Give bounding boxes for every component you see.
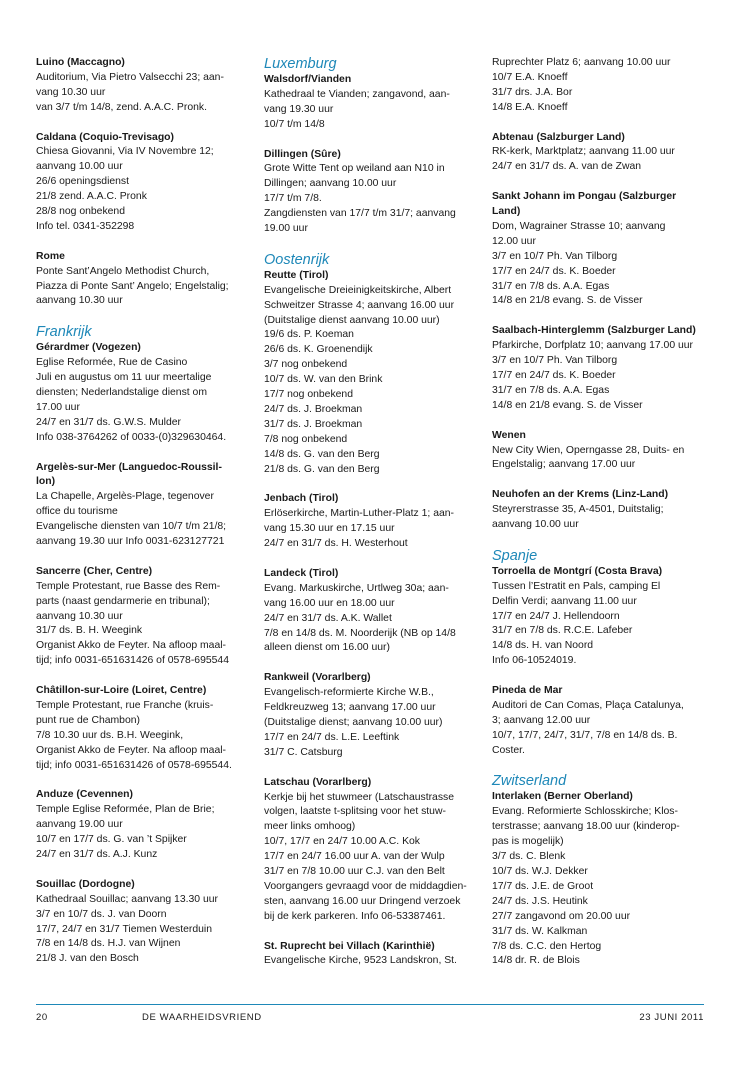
entry-detail-line: Dillingen; aanvang 10.00 uur xyxy=(264,178,397,190)
entry-location-title: Souillac (Dordogne) xyxy=(36,878,135,890)
entry-location-title: Rome xyxy=(36,250,65,262)
entry-detail-line: Dom, Wagrainer Strasse 10; aanvang xyxy=(492,220,666,232)
entry-detail-line: 19/6 ds. P. Koeman xyxy=(264,329,354,341)
entry-detail-line: Feldkreuzweg 13; aanvang 17.00 uur xyxy=(264,702,436,714)
entry-location-title-continued: Land) xyxy=(492,206,521,218)
entry-location-title: Sancerre (Cher, Centre) xyxy=(36,565,153,577)
entry-detail-line: Evangelische diensten van 10/7 t/m 21/8; xyxy=(36,521,227,533)
entry-detail-line: Zangdiensten van 17/7 t/m 31/7; aanvang xyxy=(264,208,456,220)
entry-detail-line: RK-kerk, Marktplatz; aanvang 11.00 uur xyxy=(492,146,675,158)
entry-detail-line: terstrasse; aanvang 18.00 uur (kinderop- xyxy=(492,821,680,833)
entry-detail-line: vang 16.00 uur en 18.00 uur xyxy=(264,597,395,609)
entry-detail-line: parts (naast gendarmerie en tribunal); xyxy=(36,595,210,607)
entry-detail-line: Info tel. 0341-352298 xyxy=(36,220,135,232)
entry-detail-line: 10/7 en 17/7 ds. G. van ’t Spijker xyxy=(36,834,187,846)
entry-detail-line: Ruprechter Platz 6; aanvang 10.00 uur xyxy=(492,57,671,68)
entry-detail-line: alleen dienst om 16.00 uur) xyxy=(264,642,390,654)
entry-detail-line: 17/7 en 24/7 J. Hellendoorn xyxy=(492,610,620,622)
entry-detail-line: bij de kerk parkeren. Info 06-53387461. xyxy=(264,910,446,922)
entry-detail-line: 24/7 ds. J. Broekman xyxy=(264,404,363,415)
entry-detail-line: Juli en augustus om 11 uur meertalige xyxy=(36,372,212,384)
entry-detail-line: aanvang 19.00 uur xyxy=(36,819,123,831)
entry-location-title: Gérardmer (Vogezen) xyxy=(36,342,141,354)
entry-detail-line: aanvang 10.00 uur xyxy=(492,519,579,531)
entry-detail-line: 3; aanvang 12.00 uur xyxy=(492,714,591,726)
service-entry xyxy=(36,250,250,310)
entry-detail-line: 31/7 drs. J.A. Bor xyxy=(492,86,573,98)
entry-detail-line: volgen, laatste t-splitsing voor het stuw- xyxy=(264,806,446,818)
column-1 xyxy=(36,56,250,982)
entry-detail-line: 12.00 uur xyxy=(492,235,536,247)
entry-detail-line: Evangelische Kirche, 9523 Landskron, St. xyxy=(264,955,457,967)
entry-detail-line: Coster. xyxy=(492,744,525,756)
entry-detail-line: Temple Protestant, rue Franche (kruis- xyxy=(36,699,214,711)
entry-detail-line: vang 19.30 uur xyxy=(264,103,334,115)
entry-detail-line: 10/7, 17/7 en 24/7 10.00 A.C. Kok xyxy=(264,836,420,848)
entry-location-title: Torroella de Montgrí (Costa Brava) xyxy=(492,565,663,577)
entry-detail-line: 24/7 en 31/7 ds. G.W.S. Mulder xyxy=(36,416,181,428)
entry-detail-line: 31/7 en 7/8 ds. R.C.E. Lafeber xyxy=(492,625,633,637)
entry-detail-line: 3/7 en 10/7 ds. J. van Doorn xyxy=(36,908,167,920)
service-entry xyxy=(264,73,476,133)
entry-location-title: Interlaken (Berner Oberland) xyxy=(492,791,633,803)
page-number: 20 xyxy=(36,1012,48,1023)
entry-location-title: Châtillon-sur-Loire (Loiret, Centre) xyxy=(36,685,207,697)
entry-detail-line: 3/7 ds. C. Blenk xyxy=(492,851,566,863)
entry-detail-line: Temple Eglise Reformée, Plan de Brie; xyxy=(36,804,215,816)
entry-detail-line: meer links omhoog) xyxy=(264,821,356,833)
entry-detail-line: tijd; info 0031-651631426 of 0578-695544. xyxy=(36,759,232,771)
entry-detail-line: Tussen l’Estratit en Pals, camping El xyxy=(492,580,661,592)
entry-location-title: Pineda de Mar xyxy=(492,685,563,697)
entry-location-title: Walsdorf/Vianden xyxy=(264,74,352,85)
service-entry xyxy=(264,148,476,237)
footer-rule xyxy=(36,1004,704,1005)
entry-detail-line: diensten; Nederlandstalige dienst om xyxy=(36,386,207,398)
service-entry xyxy=(492,684,704,759)
entry-detail-line: 28/8 nog onbekend xyxy=(36,206,125,218)
service-entry xyxy=(264,940,476,970)
entry-location-title-continued: lon) xyxy=(36,476,56,488)
country-heading: Luxemburg xyxy=(264,56,337,72)
entry-detail-line: 17/7 nog onbekend xyxy=(264,389,353,401)
entry-location-title: Reutte (Tirol) xyxy=(264,269,329,281)
entry-detail-line: 7/8 en 14/8 ds. M. Noorderijk (NB op 14/8 xyxy=(264,627,456,639)
entry-detail-line: vang 10.30 uur xyxy=(36,86,106,98)
entry-detail-line: 26/6 ds. K. Groenendijk xyxy=(264,344,373,356)
entry-detail-line: office du tourisme xyxy=(36,506,118,518)
entry-detail-line: Grote Witte Tent op weiland aan N10 in xyxy=(264,163,445,175)
entry-detail-line: 17/7 en 24/7 ds. K. Boeder xyxy=(492,369,616,381)
service-entry xyxy=(36,878,250,967)
entry-detail-line: Evangelisch-reformierte Kirche W.B., xyxy=(264,687,434,699)
service-entry xyxy=(492,790,704,969)
entry-detail-line: Kathedraal Souillac; aanvang 13.30 uur xyxy=(36,893,218,905)
entry-detail-line: Organist Akko de Feyter. Na afloop maal- xyxy=(36,640,227,652)
entry-detail-line: 31/7 ds. W. Kalkman xyxy=(492,925,588,937)
entry-detail-line: Chiesa Giovanni, Via IV Novembre 12; xyxy=(36,146,214,158)
entry-detail-line: punt rue de Chambon) xyxy=(36,714,140,726)
entry-detail-line: Temple Protestant, rue Basse des Rem- xyxy=(36,580,221,592)
entry-detail-line: 17/7 t/m 7/8. xyxy=(264,193,322,205)
entry-detail-line: 31/7 C. Catsburg xyxy=(264,746,343,758)
entry-detail-line: 31/7 en 7/8 10.00 uur C.J. van den Belt xyxy=(264,866,445,878)
service-entry xyxy=(492,488,704,533)
service-entry xyxy=(492,565,704,669)
entry-location-title: Latschau (Vorarlberg) xyxy=(264,776,372,788)
entry-detail-line: 17/7 en 24/7 16.00 uur A. van der Wulp xyxy=(264,851,445,863)
entry-detail-line: Kerkje bij het stuwmeer (Latschaustrasse xyxy=(264,791,454,803)
column-3 xyxy=(492,56,704,984)
service-entry xyxy=(264,776,476,925)
entry-detail-line: Delfin Verdi; aanvang 11.00 uur xyxy=(492,595,637,607)
entry-detail-line: (Duitstalige dienst; aanvang 10.00 uur) xyxy=(264,716,443,728)
entry-detail-line: 26/6 openingsdienst xyxy=(36,176,130,188)
entry-detail-line: aanvang 10.30 uur xyxy=(36,610,123,622)
entry-location-title: Jenbach (Tirol) xyxy=(264,493,339,505)
entry-detail-line: 21/8 zend. A.A.C. Pronk xyxy=(36,191,147,203)
entry-detail-line: Kathedraal te Vianden; zangavond, aan- xyxy=(264,88,450,100)
page-footer xyxy=(36,1004,704,1024)
entry-detail-line: 27/7 zangavond om 20.00 uur xyxy=(492,910,631,922)
entry-detail-line: 14/8 ds. G. van den Berg xyxy=(264,448,380,460)
entry-detail-line: 10/7 E.A. Knoeff xyxy=(492,71,568,83)
service-entry xyxy=(36,341,250,445)
entry-detail-line: 10/7 ds. W.J. Dekker xyxy=(492,866,588,877)
entry-detail-line: 31/7 en 7/8 ds. A.A. Egas xyxy=(492,280,610,292)
entry-detail-line: 10/7 t/m 14/8 xyxy=(264,118,325,130)
entry-detail-line: 17/7, 24/7 en 31/7 Tiemen Westerduin xyxy=(36,923,212,935)
entry-location-title: Landeck (Tirol) xyxy=(264,567,339,579)
service-entry xyxy=(264,269,476,478)
issue-date: 23 JUNI 2011 xyxy=(639,1012,704,1023)
entry-detail-line: Piazza di Ponte Sant’ Angelo; Engelstalig; xyxy=(36,280,229,292)
entry-detail-line: Evang. Reformierte Schlosskirche; Klos- xyxy=(492,806,678,818)
entry-location-title: Wenen xyxy=(492,429,526,441)
entry-location-title: Argelès-sur-Mer (Languedoc-Roussil- xyxy=(36,461,222,473)
entry-location-title: Neuhofen an der Krems (Linz-Land) xyxy=(492,489,669,501)
service-entry xyxy=(264,492,476,552)
entry-detail-line: 24/7 en 31/7 ds. H. Westerhout xyxy=(264,538,408,550)
entry-detail-line: 14/8 en 21/8 evang. S. de Visser xyxy=(492,399,643,411)
service-entry xyxy=(36,56,250,116)
entry-detail-line: Steyrerstrasse 35, A-4501, Duitstalig; xyxy=(492,504,664,516)
entry-detail-line: Pfarkirche, Dorfplatz 10; aanvang 17.00 uur xyxy=(492,340,694,352)
service-entry xyxy=(36,684,250,773)
column-2 xyxy=(264,56,476,984)
service-entry xyxy=(36,461,250,550)
entry-detail-line: 24/7 en 31/7 ds. A. van de Zwan xyxy=(492,161,642,173)
service-entry xyxy=(492,324,704,413)
entry-location-title: Caldana (Coquio-Trevisago) xyxy=(36,131,174,143)
entry-detail-line: Evang. Markuskirche, Urtlweg 30a; aan- xyxy=(264,582,449,594)
entry-detail-line: 14/8 ds. H. van Noord xyxy=(492,640,594,652)
entry-detail-line: Ponte Sant’Angelo Methodist Church, xyxy=(36,265,210,277)
service-entry xyxy=(36,788,250,863)
entry-detail-line: 3/7 nog onbekend xyxy=(264,359,348,371)
service-entry xyxy=(264,671,476,760)
entry-location-title: Anduze (Cevennen) xyxy=(36,789,133,801)
service-entry xyxy=(36,565,250,669)
entry-detail-line: 24/7 en 31/7 ds. A.K. Wallet xyxy=(264,612,392,624)
entry-detail-line: 7/8 ds. C.C. den Hertog xyxy=(492,940,602,952)
entry-detail-line: 14/8 dr. R. de Blois xyxy=(492,955,580,967)
entry-detail-line: 19.00 uur xyxy=(264,223,308,235)
entry-detail-line: pas is mogelijk) xyxy=(492,836,564,848)
entry-detail-line: vang 15.30 uur en 17.15 uur xyxy=(264,523,395,535)
publication-name: DE WAARHEIDSVRIEND xyxy=(142,1012,262,1023)
country-heading: Oostenrijk xyxy=(264,251,330,268)
entry-detail-line: aanvang 19.30 uur Info 0031-623127721 xyxy=(36,536,225,548)
entry-detail-line: 21/8 J. van den Bosch xyxy=(36,953,139,965)
entry-detail-line: 7/8 10.30 uur ds. B.H. Weegink, xyxy=(36,729,184,741)
entry-detail-line: 31/7 ds. J. Broekman xyxy=(264,418,363,430)
entry-detail-line: aanvang 10.30 uur xyxy=(36,295,123,307)
service-entry xyxy=(492,131,704,176)
entry-detail-line: 17/7 en 24/7 ds. K. Boeder xyxy=(492,265,616,277)
entry-detail-line: Info 038-3764262 of 0033-(0)329630464. xyxy=(36,431,227,443)
entry-location-title: St. Ruprecht bei Villach (Karinthië) xyxy=(264,940,435,952)
entry-detail-line: 3/7 en 10/7 Ph. Van Tilborg xyxy=(492,355,618,367)
entry-detail-line: Erlöserkirche, Martin-Luther-Platz 1; aan- xyxy=(264,508,454,520)
entry-detail-line: 14/8 E.A. Knoeff xyxy=(492,101,568,113)
entry-detail-line: sten, aanvang 16.00 uur Dringend verzoek xyxy=(264,895,461,907)
entry-detail-line: 31/7 en 7/8 ds. A.A. Egas xyxy=(492,384,610,396)
entry-detail-line: 14/8 en 21/8 evang. S. de Visser xyxy=(492,295,643,307)
country-heading: Zwitserland xyxy=(492,773,567,790)
entry-detail-line: New City Wien, Operngasse 28, Duits- en xyxy=(492,444,685,456)
entry-detail-line: 24/7 en 31/7 ds. A.J. Kunz xyxy=(36,849,158,861)
entry-location-title: Dillingen (Sûre) xyxy=(264,148,341,160)
entry-detail-line: La Chapelle, Argelès-Plage, tegenover xyxy=(36,491,214,503)
entry-detail-line: 3/7 en 10/7 Ph. Van Tilborg xyxy=(492,250,618,262)
entry-detail-line: 21/8 ds. G. van den Berg xyxy=(264,463,380,475)
entry-detail-line: tijd; info 0031-651631426 of 0578-695544 xyxy=(36,655,229,667)
service-entry xyxy=(492,56,704,116)
entry-location-title: Rankweil (Vorarlberg) xyxy=(264,672,371,684)
entry-detail-line: Schweitzer Strasse 4; aanvang 16.00 uur xyxy=(264,299,455,311)
entry-detail-line: 17/7 ds. J.E. de Groot xyxy=(492,880,594,892)
entry-detail-line: 24/7 ds. J.S. Heutink xyxy=(492,895,588,907)
entry-detail-line: 31/7 ds. B. H. Weegink xyxy=(36,625,143,637)
service-entry xyxy=(264,567,476,656)
entry-detail-line: Auditorium, Via Pietro Valsecchi 23; aan- xyxy=(36,71,224,83)
entry-detail-line: 17.00 uur xyxy=(36,401,80,413)
entry-detail-line: Info 06-10524019. xyxy=(492,655,577,667)
country-heading: Frankrijk xyxy=(36,324,92,341)
entry-detail-line: 7/8 en 14/8 ds. H.J. van Wijnen xyxy=(36,938,181,950)
entry-detail-line: Voorgangers gevraagd voor de middagdien- xyxy=(264,880,467,892)
service-entry xyxy=(492,190,704,309)
entry-location-title: Saalbach-Hinterglemm (Salzburger Land) xyxy=(492,325,696,337)
entry-detail-line: Engelstalig; aanvang 17.00 uur xyxy=(492,459,636,471)
entry-detail-line: 7/8 nog onbekend xyxy=(264,433,348,445)
entry-detail-line: aanvang 10.00 uur xyxy=(36,161,123,173)
entry-location-title: Luino (Maccagno) xyxy=(36,57,125,68)
entry-location-title: Abtenau (Salzburger Land) xyxy=(492,131,625,143)
country-heading: Spanje xyxy=(492,547,538,564)
entry-detail-line: 10/7, 17/7, 24/7, 31/7, 7/8 en 14/8 ds. B. xyxy=(492,729,678,741)
service-entry xyxy=(36,131,250,235)
entry-detail-line: Organist Akko de Feyter. Na afloop maal- xyxy=(36,744,227,756)
entry-detail-line: van 3/7 t/m 14/8, zend. A.A.C. Pronk. xyxy=(36,101,207,113)
entry-detail-line: Auditori de Can Comas, Plaça Catalunya, xyxy=(492,699,684,711)
service-entry xyxy=(492,429,704,474)
entry-detail-line: 17/7 en 24/7 ds. L.E. Leeftink xyxy=(264,731,400,743)
entry-detail-line: 10/7 ds. W. van den Brink xyxy=(264,374,383,386)
entry-detail-line: Eglise Reformée, Rue de Casino xyxy=(36,357,188,369)
entry-detail-line: (Duitstalige dienst aanvang 10.00 uur) xyxy=(264,314,440,326)
entry-location-title: Sankt Johann im Pongau (Salzburger xyxy=(492,191,677,203)
entry-detail-line: Evangelische Dreieinigkeitskirche, Albert xyxy=(264,284,452,296)
